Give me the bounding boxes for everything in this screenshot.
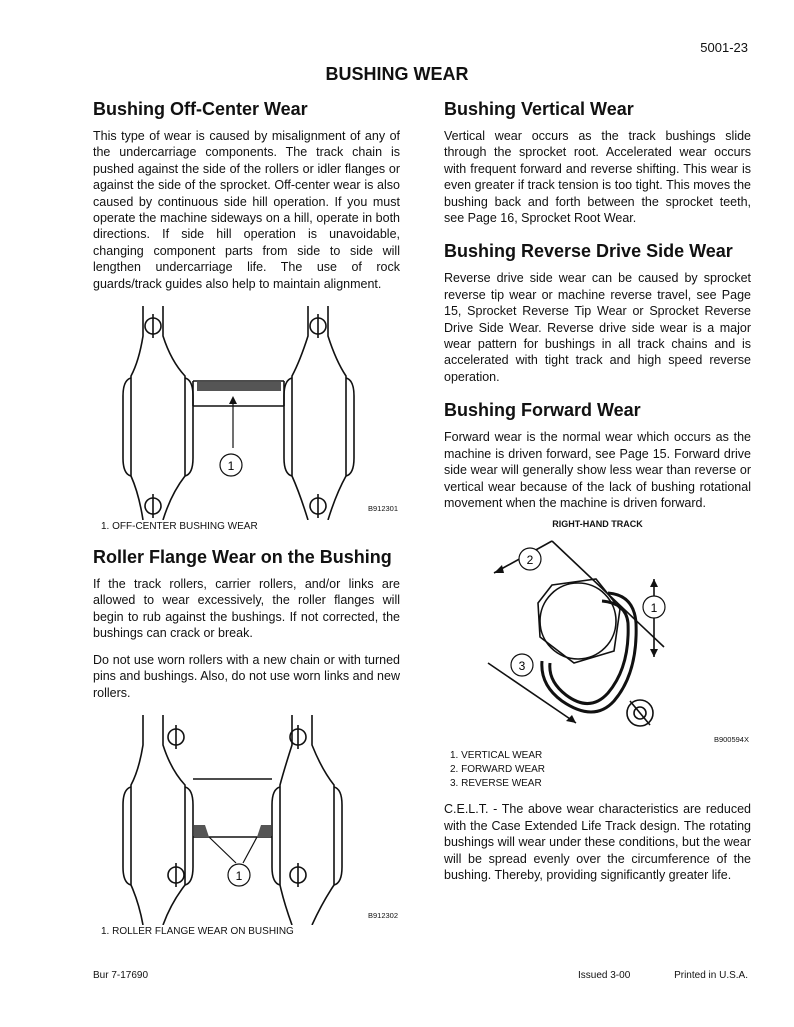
vertical-heading: Bushing Vertical Wear: [444, 99, 634, 119]
legend-item: 1. VERTICAL WEAR: [450, 750, 543, 762]
forward-body: Forward wear is the normal wear which occurs as the machine is driven forward, see Page 15. Forward drive side wear will generally show less wear than reverse or vertical wear because of the lack of bushing rotational movement when the machine is driven forward.: [444, 430, 751, 510]
legend-item: 2. FORWARD WEAR: [450, 764, 546, 776]
right-column: [444, 98, 751, 893]
offcenter-body: This type of wear is caused by misalignment of any of the undercarriage components. The track chain is pushed against the side of the rollers or idler flanges or against the side of the sprocket. Off-center wear is also caused by continuous side hill operation. If you must operate the machine sideways on a hill, operate in both directions. If side hill operation is unavoidable, changing component parts from side to side will lengthen undercarriage life. The use of rock guards/track guides also help to maintain alignment.: [93, 129, 400, 291]
page-title: BUSHING WEAR: [325, 64, 469, 84]
callout-3: [511, 654, 533, 676]
footer-issued: Issued 3-00: [578, 970, 631, 981]
footer-doc-number: Bur 7-17690: [93, 970, 149, 981]
footer-printed: Printed in U.S.A.: [674, 970, 748, 981]
offcenter-bushing-drawing: [93, 306, 400, 520]
figure-id: B900594X: [713, 735, 749, 745]
callout-number: 1: [235, 868, 243, 883]
track-legend: [444, 749, 751, 791]
left-column: [93, 98, 400, 939]
track-figure-title: RIGHT-HAND TRACK: [552, 519, 643, 530]
roller-flange-body-1: If the track rollers, carrier rollers, and/or links are allowed to wear excessively, the roller flanges will begin to rub against the bushings. If not corrected, the bushings can crack or break.: [93, 577, 400, 641]
offcenter-legend: [93, 520, 400, 534]
track-figure: [444, 533, 751, 749]
legend-item: 1. OFF-CENTER BUSHING WEAR: [101, 521, 258, 533]
reverse-body: Reverse drive side wear can be caused by sprocket reverse tip wear or machine reverse travel, see Page 15, Sprocket Reverse Tip Wear or Sprocket Reverse Drive Side Wear. Reverse drive side wear is a major wear pattern for bushings in all track chains and is accelerated with tight track and high speed reverse operation.: [444, 271, 751, 384]
roller-flange-heading: Roller Flange Wear on the Bushing: [93, 547, 392, 568]
flange-wear-right: [257, 825, 271, 837]
legend-item: 3. REVERSE WEAR: [450, 778, 542, 790]
callout-2: [519, 548, 541, 570]
page-number: 5001-23: [700, 40, 748, 55]
roller-flange-body-2: Do not use worn rollers with a new chain or with turned pins and bushings. Also, do not use worn links and new rollers.: [93, 652, 400, 700]
offcenter-heading: Bushing Off-Center Wear: [93, 99, 308, 119]
flange-wear-left: [194, 825, 209, 837]
vertical-body: Vertical wear occurs as the track bushings slide through the sprocket root. Accelerated wear occurs with frequent forward and reverse shifting. This wear is even greater if track tension is too tight. This moves the bushing back and forth between the sprocket teeth, see Page 16, Sprocket Root Wear.: [444, 129, 751, 226]
callout-number: 1: [227, 459, 235, 474]
figure-id: B912301: [367, 504, 398, 514]
roller-flange-legend: [93, 925, 400, 939]
celt-body: C.E.L.T. - The above wear characteristics are reduced with the Case Extended Life Track design. The rotating bushings will wear under these conditions, but the wear will be spread evenly over the circumference of the bushing. Thereby, providing significantly greater life.: [444, 802, 751, 882]
offcenter-wear-area: [197, 382, 281, 391]
forward-heading: Bushing Forward Wear: [444, 400, 641, 421]
callout-number: 2: [526, 553, 534, 568]
callout-1: [643, 596, 665, 618]
callout-number: 1: [650, 601, 658, 616]
reverse-heading: Bushing Reverse Drive Side Wear: [444, 241, 733, 262]
roller-flange-figure: [93, 715, 400, 925]
figure-id: B912302: [367, 910, 398, 920]
right-hand-track-drawing: [444, 533, 751, 749]
callout-number: 3: [518, 659, 526, 674]
roller-flange-drawing: [93, 715, 400, 925]
legend-item: 1. ROLLER FLANGE WEAR ON BUSHING: [101, 925, 294, 937]
offcenter-figure: [93, 306, 400, 520]
